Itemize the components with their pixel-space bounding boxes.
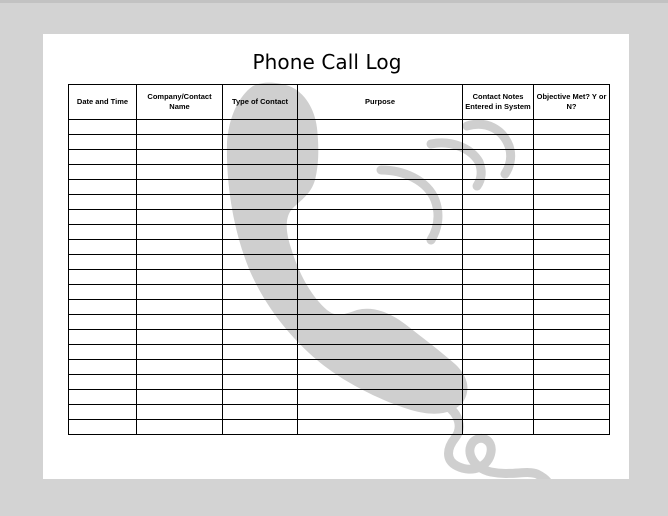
table-row <box>69 255 610 270</box>
table-cell <box>223 405 298 420</box>
table-cell <box>463 420 534 435</box>
table-cell <box>298 210 463 225</box>
table-cell <box>223 330 298 345</box>
column-header-date-time: Date and Time <box>69 85 137 120</box>
column-header-purpose: Purpose <box>298 85 463 120</box>
table-cell <box>69 210 137 225</box>
table-cell <box>69 270 137 285</box>
table-cell <box>69 135 137 150</box>
table-cell <box>223 360 298 375</box>
table-cell <box>463 285 534 300</box>
table-cell <box>534 195 610 210</box>
table-cell <box>137 195 223 210</box>
table-cell <box>137 285 223 300</box>
table-cell <box>223 210 298 225</box>
table-cell <box>137 315 223 330</box>
table-cell <box>223 420 298 435</box>
table-cell <box>298 420 463 435</box>
table-cell <box>69 285 137 300</box>
table-cell <box>137 240 223 255</box>
table-cell <box>298 150 463 165</box>
table-cell <box>298 330 463 345</box>
table-cell <box>137 255 223 270</box>
table-cell <box>69 375 137 390</box>
table-cell <box>223 225 298 240</box>
table-cell <box>534 375 610 390</box>
table-cell <box>298 270 463 285</box>
table-cell <box>463 375 534 390</box>
column-header-objective-met: Objective Met? Y or N? <box>534 85 610 120</box>
table-cell <box>534 285 610 300</box>
table-cell <box>298 315 463 330</box>
table-row <box>69 210 610 225</box>
table-cell <box>298 285 463 300</box>
table-cell <box>534 315 610 330</box>
table-row <box>69 165 610 180</box>
table-cell <box>69 360 137 375</box>
table-cell <box>223 285 298 300</box>
call-log-table <box>68 84 610 435</box>
table-cell <box>534 135 610 150</box>
table-cell <box>298 375 463 390</box>
table-cell <box>69 165 137 180</box>
table-header-row <box>69 85 610 120</box>
table-cell <box>534 300 610 315</box>
table-cell <box>69 180 137 195</box>
table-row <box>69 330 610 345</box>
table-cell <box>137 135 223 150</box>
table-cell <box>463 360 534 375</box>
column-header-contact-notes: Contact Notes Entered in System <box>463 85 534 120</box>
table-cell <box>298 360 463 375</box>
table-cell <box>463 405 534 420</box>
table-cell <box>534 240 610 255</box>
document-page <box>43 34 629 479</box>
table-cell <box>223 165 298 180</box>
table-cell <box>137 210 223 225</box>
table-body <box>69 120 610 435</box>
table-cell <box>463 150 534 165</box>
table-cell <box>69 240 137 255</box>
table-cell <box>463 345 534 360</box>
table-cell <box>69 315 137 330</box>
table-cell <box>463 315 534 330</box>
table-cell <box>534 345 610 360</box>
table-cell <box>463 165 534 180</box>
table-cell <box>534 420 610 435</box>
table-row <box>69 285 610 300</box>
table-cell <box>298 165 463 180</box>
table-cell <box>223 375 298 390</box>
table-row <box>69 420 610 435</box>
table-cell <box>137 225 223 240</box>
table-cell <box>223 255 298 270</box>
table-cell <box>223 120 298 135</box>
table-row <box>69 390 610 405</box>
table-cell <box>69 120 137 135</box>
table-cell <box>298 390 463 405</box>
table-cell <box>298 195 463 210</box>
table-cell <box>463 210 534 225</box>
table-cell <box>223 270 298 285</box>
table-cell <box>137 360 223 375</box>
table-cell <box>137 120 223 135</box>
table-cell <box>298 120 463 135</box>
table-cell <box>534 180 610 195</box>
table-row <box>69 375 610 390</box>
table-cell <box>137 270 223 285</box>
table-cell <box>137 330 223 345</box>
table-cell <box>137 375 223 390</box>
table-cell <box>534 165 610 180</box>
table-cell <box>298 300 463 315</box>
table-cell <box>223 300 298 315</box>
table-cell <box>69 345 137 360</box>
table-cell <box>69 405 137 420</box>
table-cell <box>69 195 137 210</box>
table-cell <box>298 180 463 195</box>
page-title: Phone Call Log <box>252 50 402 74</box>
table-cell <box>137 345 223 360</box>
table-cell <box>137 180 223 195</box>
table-cell <box>223 135 298 150</box>
table-cell <box>223 345 298 360</box>
table-cell <box>463 225 534 240</box>
table-cell <box>69 330 137 345</box>
table-cell <box>69 420 137 435</box>
table-row <box>69 225 610 240</box>
table-cell <box>298 405 463 420</box>
table-cell <box>534 150 610 165</box>
table-cell <box>463 180 534 195</box>
table-cell <box>534 390 610 405</box>
table-cell <box>463 255 534 270</box>
table-row <box>69 300 610 315</box>
table-row <box>69 135 610 150</box>
table-cell <box>137 390 223 405</box>
table-cell <box>298 225 463 240</box>
table-cell <box>534 270 610 285</box>
table-cell <box>223 150 298 165</box>
column-header-type-of-contact: Type of Contact <box>223 85 298 120</box>
table-cell <box>137 405 223 420</box>
table-cell <box>298 255 463 270</box>
table-row <box>69 240 610 255</box>
table-cell <box>69 255 137 270</box>
table-cell <box>463 390 534 405</box>
table-row <box>69 195 610 210</box>
table-cell <box>463 120 534 135</box>
table-cell <box>534 330 610 345</box>
table-cell <box>463 330 534 345</box>
table-cell <box>534 210 610 225</box>
table-cell <box>463 270 534 285</box>
table-cell <box>69 300 137 315</box>
table-cell <box>69 150 137 165</box>
table-cell <box>69 225 137 240</box>
table-cell <box>463 135 534 150</box>
table-row <box>69 120 610 135</box>
window-frame-top <box>0 0 668 3</box>
table-cell <box>223 195 298 210</box>
table-cell <box>534 120 610 135</box>
table-cell <box>463 195 534 210</box>
table-row <box>69 345 610 360</box>
column-header-company-contact: Company/Contact Name <box>137 85 223 120</box>
table-cell <box>534 360 610 375</box>
table-cell <box>298 345 463 360</box>
table-row <box>69 150 610 165</box>
table-cell <box>223 240 298 255</box>
table-row <box>69 315 610 330</box>
table-cell <box>534 255 610 270</box>
table-cell <box>298 240 463 255</box>
table-row <box>69 180 610 195</box>
table-cell <box>137 420 223 435</box>
table-cell <box>223 315 298 330</box>
table-cell <box>69 390 137 405</box>
table-cell <box>534 405 610 420</box>
table-cell <box>534 225 610 240</box>
table-cell <box>137 300 223 315</box>
table-row <box>69 270 610 285</box>
table-cell <box>463 300 534 315</box>
table-cell <box>223 390 298 405</box>
table-cell <box>463 240 534 255</box>
table-row <box>69 360 610 375</box>
table-cell <box>298 135 463 150</box>
table-cell <box>137 150 223 165</box>
table-row <box>69 405 610 420</box>
table-cell <box>223 180 298 195</box>
table-cell <box>137 165 223 180</box>
